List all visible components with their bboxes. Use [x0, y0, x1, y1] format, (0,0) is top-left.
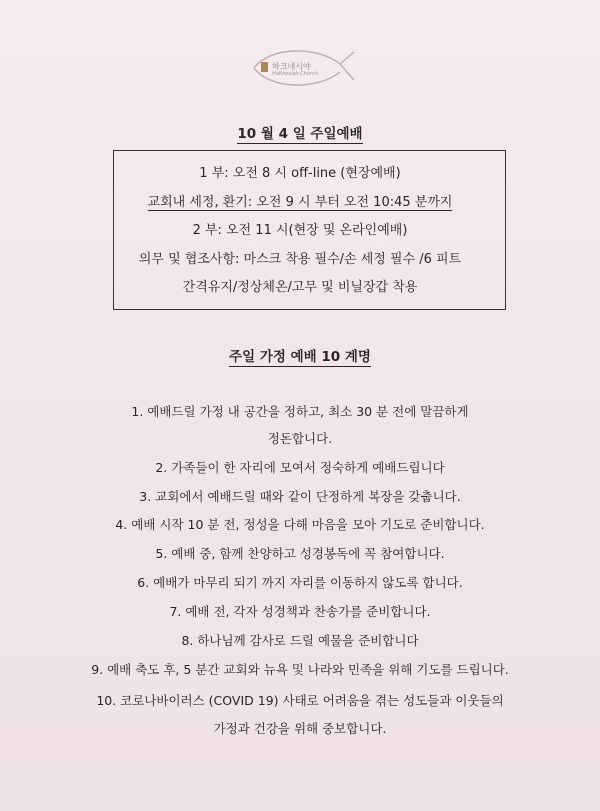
rule-item-1: 1. 예배드릴 가정 내 공간을 정하고, 최소 30 분 전에 말끔하게: [131, 404, 469, 419]
church-logo: [248, 44, 358, 92]
logo-subtitle: HaKnesiah Church: [272, 71, 318, 77]
rule-item-3: 3. 교회에서 예배드릴 때와 같이 단정하게 복장을 갖춥니다.: [139, 489, 461, 504]
rule-item-8: 8. 하나님께 감사로 드릴 예물을 준비합니다: [181, 633, 419, 648]
rule-item-1-cont: 정돈합니다.: [267, 431, 333, 446]
rule-item-10-cont: 가정과 건강을 위해 중보합니다.: [213, 721, 387, 736]
rule-item-5: 5. 예배 중, 함께 찬양하고 성경봉독에 꼭 참여합니다.: [155, 546, 445, 561]
rule-item-9: 9. 예배 축도 후, 5 분간 교회와 뉴욕 및 나라와 민족을 위해 기도를 드립니다.: [91, 662, 509, 677]
notice-line-requirements: 의무 및 협조사항: 마스크 착용 필수/손 세정 필수 /6 피트: [138, 252, 462, 267]
rule-item-7: 7. 예배 전, 각자 성경책과 찬송가를 준비합니다.: [169, 604, 431, 619]
notice-line-requirements-cont: 간격유지/정상체온/고무 및 비닐장갑 착용: [182, 280, 418, 295]
service-title: 10 월 4 일 주일예배: [237, 126, 363, 142]
rule-item-6: 6. 예배가 마무리 되기 까지 자리를 이동하지 않도록 합니다.: [137, 575, 463, 590]
rules-title: 주일 가정 예배 10 계명: [229, 349, 371, 365]
notice-line-first-service: 1 부: 오전 8 시 off-line (현장예배): [199, 166, 401, 181]
rule-item-4: 4. 예배 시작 10 분 전, 정성을 다해 마음을 모아 기도로 준비합니다.: [115, 517, 485, 532]
cross-mark-icon: [261, 62, 268, 72]
notice-line-second-service: 2 부: 오전 11 시(현장 및 온라인예배): [192, 223, 408, 238]
rule-item-10: 10. 코로나바이러스 (COVID 19) 사태로 어려움을 겪는 성도들과 이웃들의: [96, 693, 504, 708]
logo-name: 하크네시야: [272, 62, 311, 71]
notice-line-sanitize: 교회내 세정, 환기: 오전 9 시 부터 오전 10:45 분까지: [147, 195, 453, 210]
rule-item-2: 2. 가족들이 한 자리에 모여서 정숙하게 예배드립니다: [155, 460, 445, 475]
